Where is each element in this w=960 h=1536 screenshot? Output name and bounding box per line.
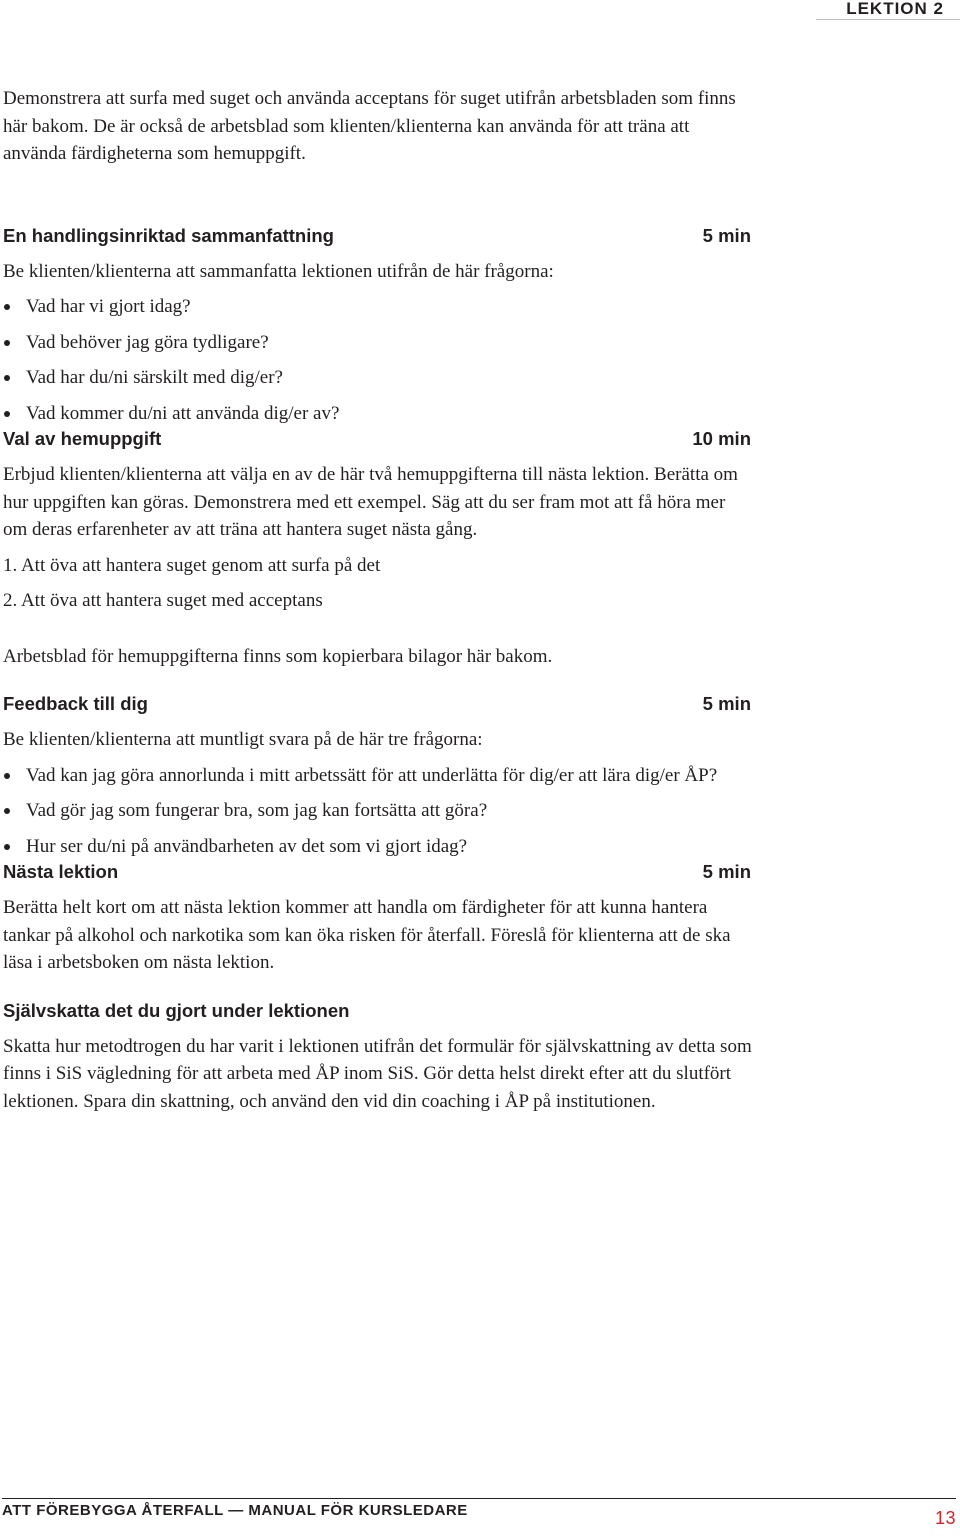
self-rating-text: Skatta hur metodtrogen du har varit i lektionen utifrån det formulär för självskattning av detta som finns i SiS vägledning för att arbeta med ÅP inom SiS. Gör detta helst direkt efter att du slutfört lektionen. Spara din skattning, och använd den vid din coaching i ÅP på institutionen. bbox=[3, 1035, 752, 1112]
section-next-heading bbox=[3, 860, 751, 884]
section-time: 5 min bbox=[702, 693, 751, 714]
header-rule bbox=[816, 19, 960, 20]
section-summary bbox=[3, 224, 753, 428]
list-item: Vad kommer du/ni att använda dig/er av? bbox=[3, 400, 753, 428]
section-time: 5 min bbox=[702, 861, 751, 882]
section-title: Självskatta det du gjort under lektionen bbox=[3, 999, 350, 1021]
list-item: Vad behöver jag göra tydligare? bbox=[3, 329, 753, 357]
section-homework-heading bbox=[3, 427, 751, 451]
section-lead: Be klienten/klienterna att sammanfatta lektionen utifrån de här frågorna: bbox=[3, 260, 554, 282]
section-feedback-heading bbox=[3, 692, 751, 716]
homework-text: Erbjud klienten/klienterna att välja en av de här två hemuppgifterna till nästa lektion. Berätta om hur uppgiften kan göras. Demonstrera med ett exempel. Säg att du ser fram mot att få höra mer om deras erfarenheter av att träna att hantera suget nästa gång. bbox=[3, 464, 738, 540]
next-lesson-text: Berätta helt kort om att nästa lektion kommer att handla om färdigheter för att kunna hantera tankar på alkohol och narkotika som kan öka risken för återfall. Föreslå för klienterna att de ska läsa i arbetsboken om nästa lektion. bbox=[3, 897, 731, 973]
footer-rule bbox=[2, 1498, 956, 1499]
section-time: 10 min bbox=[692, 428, 751, 449]
page-footer bbox=[2, 1502, 956, 1528]
list-item: 2. Att öva att hantera suget med acceptans bbox=[3, 590, 323, 611]
feedback-question-list bbox=[3, 762, 753, 861]
homework-options bbox=[3, 552, 753, 615]
section-title: Feedback till dig bbox=[3, 693, 148, 714]
section-feedback bbox=[3, 692, 753, 860]
list-item: Vad kan jag göra annorlunda i mitt arbetssätt för att underlätta för dig/er att lära dig/er ÅP? bbox=[3, 762, 753, 790]
section-self-rating bbox=[3, 999, 753, 1116]
summary-question-list bbox=[3, 293, 753, 427]
section-homework bbox=[3, 427, 753, 670]
page-header bbox=[846, 0, 944, 18]
list-item: Hur ser du/ni på användbarheten av det som vi gjort idag? bbox=[3, 833, 753, 861]
section-title: En handlingsinriktad sammanfattning bbox=[3, 224, 334, 246]
intro-paragraph: Demonstrera att surfa med suget och använda acceptans för suget utifrån arbetsbladen som finns här bakom. De är också de arbetsblad som klienten/klienterna kan använda för att träna att använda färdigheterna som hemuppgift. bbox=[3, 88, 736, 164]
section-title: Nästa lektion bbox=[3, 861, 119, 882]
lesson-label: LEKTION 2 bbox=[846, 0, 944, 18]
section-self-rating-heading bbox=[3, 999, 751, 1023]
section-lead: Be klienten/klienterna att muntligt svara på de här tre frågorna: bbox=[3, 729, 483, 750]
section-summary-heading bbox=[3, 224, 751, 248]
section-title: Val av hemuppgift bbox=[3, 428, 162, 449]
page-number: 13 bbox=[934, 1508, 956, 1528]
main-content bbox=[3, 85, 753, 1115]
homework-note: Arbetsblad för hemuppgifterna finns som kopierbara bilagor här bakom. bbox=[3, 645, 553, 667]
list-item: 1. Att öva att hantera suget genom att surfa på det bbox=[3, 554, 381, 576]
list-item: Vad gör jag som fungerar bra, som jag kan fortsätta att göra? bbox=[3, 797, 753, 825]
section-next-lesson bbox=[3, 860, 753, 977]
section-time: 5 min bbox=[702, 224, 751, 246]
list-item: Vad har vi gjort idag? bbox=[3, 293, 753, 321]
footer-title: ATT FÖREBYGGA ÅTERFALL — MANUAL FÖR KURSLEDARE bbox=[2, 1502, 468, 1519]
list-item: Vad har du/ni särskilt med dig/er? bbox=[3, 364, 753, 392]
